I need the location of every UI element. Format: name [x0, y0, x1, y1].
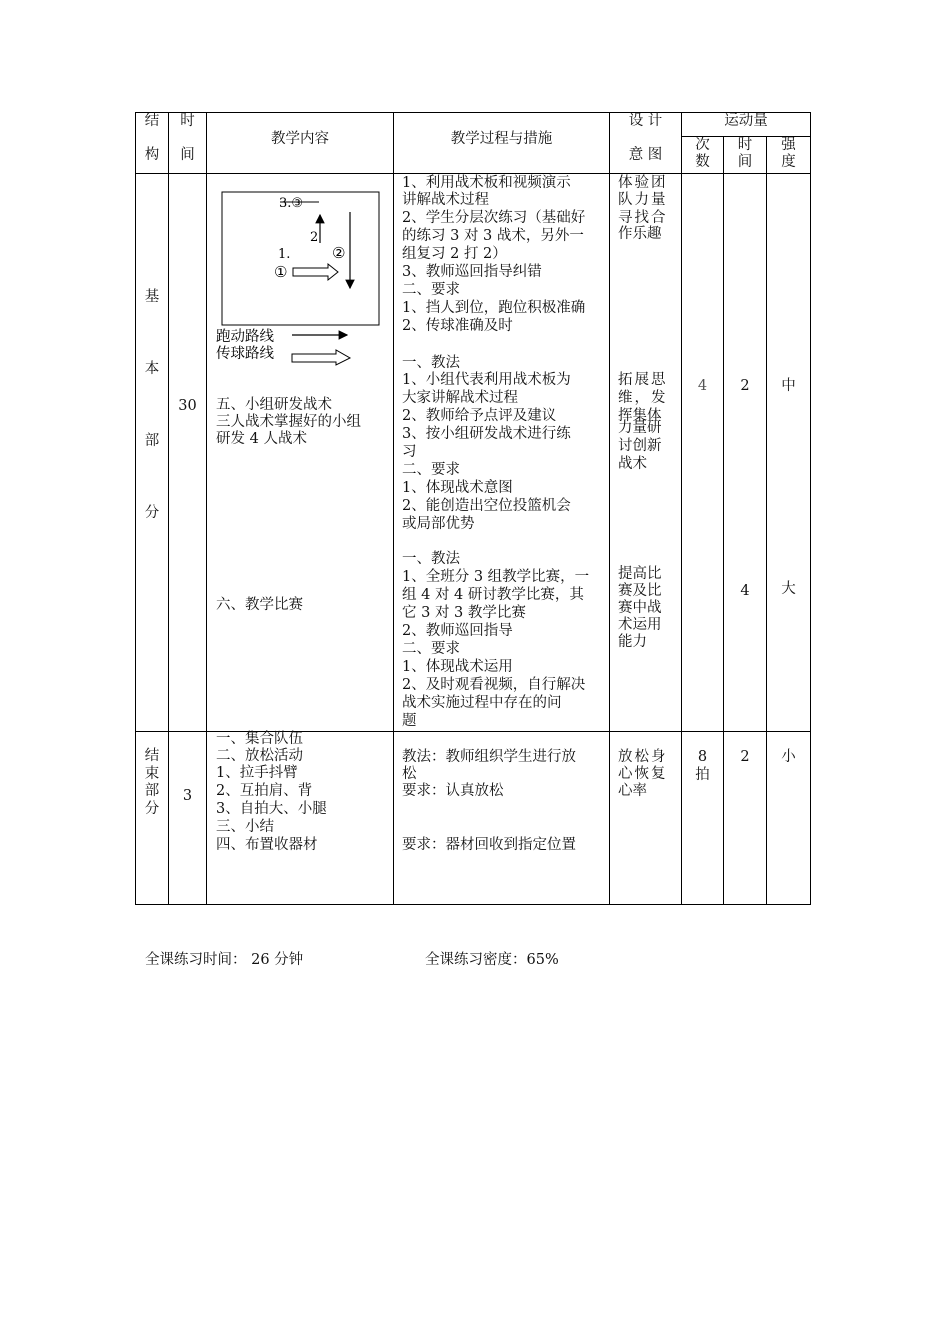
table-border-right — [810, 112, 811, 905]
process-a-4: 的练习 3 对 3 战术，另外一 — [402, 228, 584, 244]
end-content-5: 3、自拍大、小腿 — [216, 801, 327, 817]
process-b-6: 习 — [402, 444, 417, 460]
process-b-1: 一、教法 — [402, 355, 460, 371]
item5-line-1: 五、小组研发战术 — [216, 397, 332, 413]
header-duration-1: 时 — [737, 137, 753, 153]
section-end-char: 束 — [144, 765, 160, 782]
diagram-label-1: 1. — [278, 247, 291, 262]
header-design-2: 意 图 — [628, 147, 663, 163]
pass-arrow — [293, 264, 338, 280]
end-process-2: 要求：认真放松 — [402, 783, 504, 799]
basic-count: 4 — [697, 378, 708, 394]
process-c-2: 1、全班分 3 组教学比赛，一 — [402, 569, 590, 585]
header-content: 教学内容 — [271, 131, 329, 147]
process-a-6: 3、教师巡回指导纠错 — [402, 264, 542, 280]
end-process-3: 要求：器材回收到指定位置 — [402, 837, 576, 853]
col-line-design — [609, 112, 610, 905]
process-b-10: 或局部优势 — [402, 516, 475, 532]
diagram-label-3: 3.③ — [279, 196, 304, 211]
end-content-3: 1、拉手抖臂 — [216, 765, 298, 781]
process-c-9: 战术实施过程中存在的问 — [402, 695, 562, 711]
tactic-board-frame — [222, 192, 379, 325]
process-a-1: 1、利用战术板和视频演示 — [402, 175, 571, 191]
design-b-2: 维，发 — [618, 390, 668, 406]
design-b-6: 战术 — [618, 456, 647, 472]
table-border-bottom — [135, 904, 811, 905]
section-basic-char: 部 — [144, 433, 160, 449]
process-a-2: 讲解战术过程 — [402, 192, 489, 208]
end-minutes: 3 — [182, 788, 193, 804]
design-c-1: 提高比 — [618, 566, 662, 582]
process-a-3: 2、学生分层次练习（基础好 — [402, 210, 586, 226]
end-content-4: 2、互拍肩、背 — [216, 783, 313, 799]
process-c-7: 1、体现战术运用 — [402, 659, 513, 675]
col-line-process — [393, 112, 394, 905]
design-a-4: 作乐趣 — [618, 226, 662, 242]
process-b-9: 2、能创造出空位投篮机会 — [402, 498, 571, 514]
design-c-2: 赛及比 — [618, 583, 662, 599]
end-design-1: 放松身 — [618, 749, 668, 765]
design-b-1: 拓展思 — [618, 372, 668, 388]
design-c-4: 术运用 — [618, 617, 662, 633]
header-design-1: 设 计 — [628, 113, 663, 129]
diagram-label-2: 2 — [310, 230, 319, 245]
item5-line-3: 研发 4 人战术 — [216, 431, 307, 447]
diagram-player-1: ① — [274, 263, 288, 281]
design-b-4: 力量研 — [618, 420, 662, 436]
design-c-3: 赛中战 — [618, 600, 662, 616]
process-b-4: 2、教师给予点评及建议 — [402, 408, 557, 424]
design-a-1: 体验团 — [618, 175, 668, 191]
end-content-6: 三、小结 — [216, 819, 274, 835]
process-c-1: 一、教法 — [402, 551, 460, 567]
process-c-5: 2、教师巡回指导 — [402, 623, 513, 639]
design-a-2: 队力量 — [618, 192, 668, 208]
process-c-10: 题 — [402, 713, 417, 729]
end-design-2: 心恢复 — [618, 766, 668, 782]
legend-pass-route: 传球路线 — [216, 346, 274, 362]
col-line-time — [168, 112, 169, 905]
header-duration-2: 间 — [737, 154, 753, 170]
section-basic-char: 基 — [144, 289, 160, 305]
basic-minutes: 30 — [178, 398, 197, 414]
tactic-diagram — [207, 175, 393, 375]
basic-duration-1: 2 — [740, 378, 750, 394]
process-a-7: 二、要求 — [402, 282, 460, 298]
header-intensity-2: 度 — [781, 154, 796, 170]
diagram-player-2: ② — [332, 244, 346, 262]
col-line-intensity — [766, 136, 767, 905]
header-process: 教学过程与措施 — [450, 131, 553, 147]
process-b-2: 1、小组代表利用战术板为 — [402, 372, 571, 388]
end-intensity: 小 — [781, 749, 796, 765]
legend-pass-arrow — [292, 350, 350, 365]
header-intensity-1: 强 — [781, 137, 796, 153]
end-count-1: 8 — [697, 749, 708, 765]
process-b-3: 大家讲解战术过程 — [402, 390, 518, 406]
process-a-5: 组复习 2 打 2） — [402, 246, 507, 262]
header-count-2: 数 — [695, 154, 710, 170]
table-border-left — [135, 112, 136, 905]
footer-practice-density: 全课练习密度：65% — [425, 952, 559, 968]
end-process-1b: 松 — [402, 766, 417, 782]
section-end-char: 部 — [144, 783, 160, 800]
end-duration: 2 — [740, 749, 750, 765]
item5-line-2: 三人战术掌握好的小组 — [216, 414, 361, 430]
design-b-3: 挥集体 — [618, 408, 662, 424]
header-time-1: 时 — [180, 113, 195, 129]
footer-practice-time: 全课练习时间： 26 分钟 — [145, 952, 304, 968]
process-a-8: 1、挡人到位，跑位积极准确 — [402, 300, 586, 316]
section-basic-char: 分 — [144, 505, 160, 521]
section-end-label — [142, 748, 162, 818]
header-bottom-line — [135, 173, 811, 174]
section-end-char: 结 — [144, 748, 160, 764]
process-b-5: 3、按小组研发战术进行练 — [402, 426, 571, 442]
legend-run-route: 跑动路线 — [216, 329, 274, 345]
process-c-8: 2、及时观看视频，自行解决 — [402, 677, 586, 693]
basic-duration-2: 4 — [740, 583, 750, 599]
col-line-duration — [723, 136, 724, 905]
process-c-6: 二、要求 — [402, 641, 460, 657]
end-content-7: 四、布置收器材 — [216, 837, 318, 853]
section-end-char: 分 — [144, 800, 160, 817]
end-content-2: 二、放松活动 — [216, 748, 303, 764]
header-structure-2: 构 — [144, 147, 160, 163]
header-exercise: 运动量 — [724, 113, 768, 129]
process-c-3: 组 4 对 4 研讨教学比赛，其 — [402, 587, 584, 603]
end-process-1a: 教法：教师组织学生进行放 — [402, 749, 576, 765]
col-line-exercise — [681, 112, 682, 905]
end-design-3: 心率 — [618, 783, 647, 799]
process-c-4: 它 3 对 3 教学比赛 — [402, 605, 526, 621]
process-b-8: 1、体现战术意图 — [402, 480, 513, 496]
process-b-7: 二、要求 — [402, 462, 460, 478]
end-count-2: 拍 — [695, 767, 710, 783]
section-basic-char: 本 — [144, 361, 160, 377]
design-a-3: 寻找合 — [618, 210, 668, 226]
item6: 六、教学比赛 — [216, 597, 303, 613]
end-content-1: 一、集合队伍 — [216, 731, 303, 747]
header-time-2: 间 — [180, 147, 195, 163]
basic-intensity-1: 中 — [781, 378, 796, 394]
header-structure-1: 结 — [144, 113, 160, 129]
process-a-9: 2、传球准确及时 — [402, 318, 513, 334]
section-basic-label — [142, 285, 162, 522]
header-count-1: 次 — [695, 137, 710, 153]
design-b-5: 讨创新 — [618, 438, 662, 454]
basic-intensity-2: 大 — [781, 581, 796, 597]
design-c-5: 能力 — [618, 634, 647, 650]
